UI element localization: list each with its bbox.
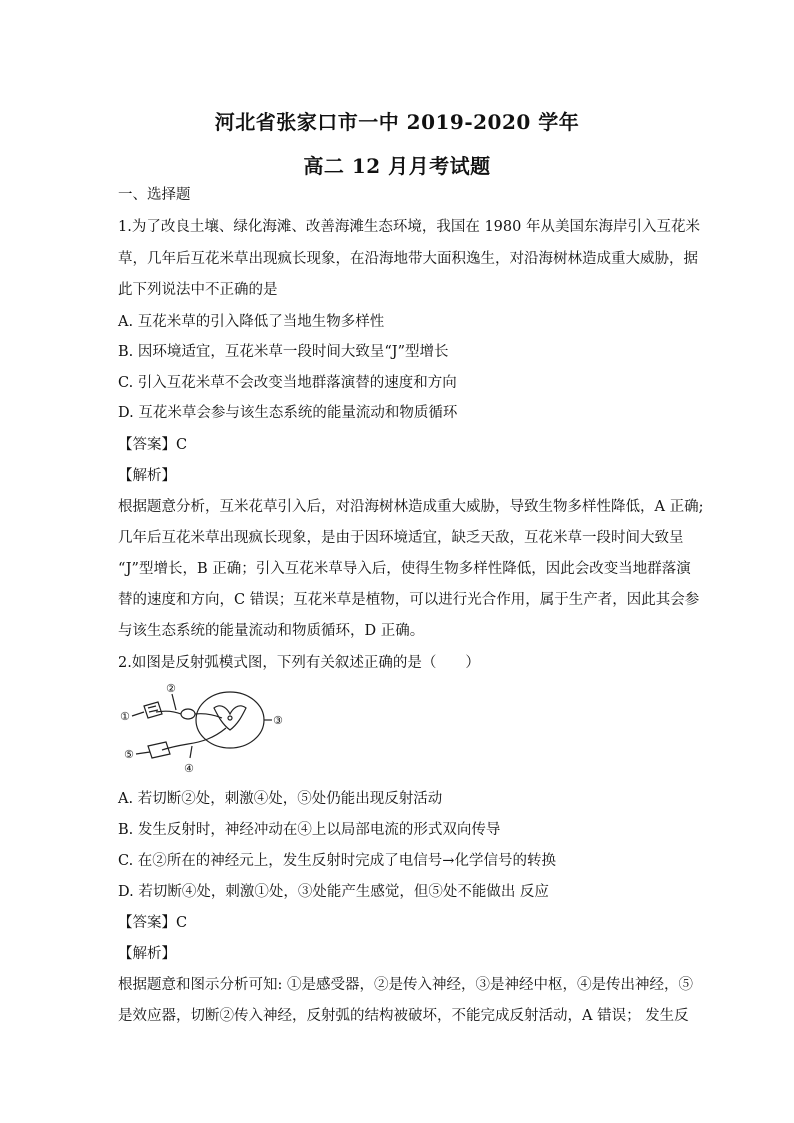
figure-label-4: ④ [184,762,194,775]
figure-label-1: ① [120,710,130,723]
q1-stem-line: 1.为了改良土壤、绿化海滩、改善海滩生态环境，我国在 1980 年从美国东海岸引入互花米 [118,219,700,235]
q1-option-b: B. 因环境适宜，互花米草一段时间大致呈“J”型增长 [118,344,449,360]
gray-matter [214,706,246,730]
reflex-arc-figure [118,680,288,775]
efferent-nerve [162,728,226,750]
q1-analysis-line: 与该生态系统的能量流动和物质循环，D 正确。 [118,623,425,639]
q2-analysis-line: 根据题意和图示分析可知: ①是感受器，②是传入神经，③是神经中枢，④是传出神经，⑤ [118,977,693,993]
figure-label-3: ③ [273,714,283,727]
q1-analysis-line: 几年后互花米草出现疯长现象，是由于因环境适宜，缺乏天敌，互花米草一段时间大致呈 [118,530,684,546]
q2-answer: 【答案】C [118,915,188,931]
q1-analysis-heading: 【解析】 [118,468,176,484]
q1-analysis-line: 根据题意分析，互米花草引入后，对沿海树林造成重大威胁，导致生物多样性降低，A 正确; [118,499,704,515]
q1-analysis-line: “J”型增长，B 正确；引入互花米草导入后，使得生物多样性降低，因此会改变当地群落演 [118,561,691,577]
afferent-nerve [156,711,181,714]
figure-label-5: ⑤ [124,748,134,761]
document-title: 河北省张家口市一中 2019-2020 学年 [214,110,580,134]
q1-stem-line: 草，几年后互花米草出现疯长现象，在沿海地带大面积逸生，对沿海树林造成重大威胁，据 [118,251,698,267]
document-subtitle: 高二 12 月月考试题 [303,154,491,178]
q1-stem-line: 此下列说法中不正确的是 [118,282,278,298]
leader-4 [190,746,192,758]
q1-option-c: C. 引入互花米草不会改变当地群落演替的速度和方向 [118,375,457,391]
q2-stem: 2.如图是反射弧模式图，下列有关叙述正确的是（ ） [118,655,480,671]
q2-option-b: B. 发生反射时，神经冲动在④上以局部电流的形式双向传导 [118,822,501,838]
q1-answer: 【答案】C [118,437,188,453]
q2-option-c: C. 在②所在的神经元上，发生反射时完成了电信号→化学信号的转换 [118,853,556,869]
central-canal [228,716,232,720]
q2-analysis-heading: 【解析】 [118,946,176,962]
q1-option-a: A. 互花米草的引入降低了当地生物多样性 [118,314,385,330]
q1-analysis-line: 替的速度和方向，C 错误；互花米草是植物，可以进行光合作用，属于生产者，因此其会参 [118,592,700,608]
leader-5 [136,752,150,754]
section-heading: 一、选择题 [118,187,191,203]
q2-analysis-line: 是效应器，切断②传入神经，反射弧的结构被破坏，不能完成反射活动，A 错误； 发生反 [118,1008,689,1024]
q1-option-d: D. 互花米草会参与该生态系统的能量流动和物质循环 [118,405,458,421]
leader-1 [132,712,144,716]
figure-label-2: ② [166,682,176,695]
receptor-shape [144,702,162,718]
q2-option-d: D. 若切断④处，刺激①处，③处能产生感觉，但⑤处不能做出 反应 [118,884,549,900]
leader-2 [172,694,176,710]
q2-option-a: A. 若切断②处，刺激④处，⑤处仍能出现反射活动 [118,791,443,807]
receptor-hatch [148,706,158,712]
dorsal-root-ganglion [181,709,195,719]
effector-shape [148,742,170,758]
